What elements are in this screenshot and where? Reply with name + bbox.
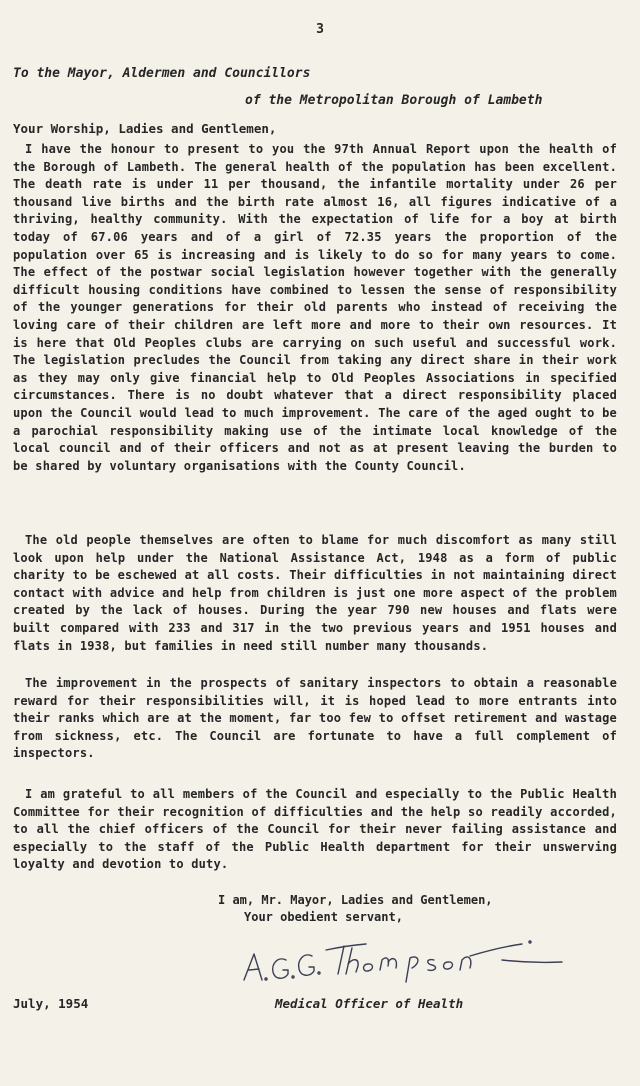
letter-date: July, 1954 xyxy=(13,996,89,1011)
body-paragraph-1: I have the honour to present to you the 97th Annual Report upon the health of the Borough of Lambeth. The general health of the population has been excellent. The death rate is under 11 per thousand, the infantile mortality under 26 per thousand live births and the birth rate almost 16, all figures indicative of a thriving, healthy community. With the expectation of life for a boy at birth today of 67.06 years and of a girl of 72.35 years the proportion of the population over 65 is increasing and is likely to do so for many years to come. The effect of the postwar social legislation however together with the generally difficult housing conditions have combined to lessen the sense of responsibility of the younger generations for their old parents who instead of receiving the loving care of their children are left more and more to their own resources. It is here that Old Peoples clubs are carrying on such useful and successful work. The legislation precludes the Council from taking any direct share in their work as they may only give financial help to Old Peoples Associations in specified circumstances. There is no doubt whatever that a direct responsibility placed upon the Council would lead to much improvement. The care of the aged ought to be a parochial responsibility making use of the intimate local knowledge of the local council and of their officers and not as at present leaving the burden to be shared by voluntary organisations with the County Council. xyxy=(13,142,617,473)
page-number: 3 xyxy=(316,22,324,37)
body-paragraph-3: The improvement in the prospects of sanitary inspectors to obtain a reasonable reward for their responsibilities will, it is hoped lead to more entrants into their ranks which are at the moment, far too few to offset retirement and wastage from sickness, etc. The Council are fortunate to have a full complement of inspectors. xyxy=(13,676,617,761)
address-line-1: To the Mayor, Aldermen and Councillors xyxy=(13,66,311,81)
body-paragraph-4: I am grateful to all members of the Council and especially to the Public Health Committee for their recognition of difficulties and the help so readily accorded, to all the chief officers of the Council for their never failing assistance and especially to the staff of the Public Health department for their unswerving loyalty and devotion to duty. xyxy=(13,787,617,872)
address-line-2: of the Metropolitan Borough of Lambeth xyxy=(245,93,543,108)
closing-line-1: I am, Mr. Mayor, Ladies and Gentlemen, xyxy=(218,893,493,907)
body-paragraph-2: The old people themselves are often to blame for much discomfort as many still look upon help under the National Assistance Act, 1948 as a form of public charity to be eschewed at all costs. Their difficulties in not maintaining direct contact with advice and help from children is just one more aspect of the problem created by the lack of houses. During the year 790 new houses and flats were built compared with 233 and 317 in the two previous years and 1951 houses and flats in 1938, but families in need still number many thousands. xyxy=(13,533,617,653)
handwritten-signature xyxy=(240,930,610,990)
closing-line-2: Your obedient servant, xyxy=(244,910,403,924)
salutation: Your Worship, Ladies and Gentlemen, xyxy=(13,121,277,136)
signatory-title: Medical Officer of Health xyxy=(275,996,464,1011)
